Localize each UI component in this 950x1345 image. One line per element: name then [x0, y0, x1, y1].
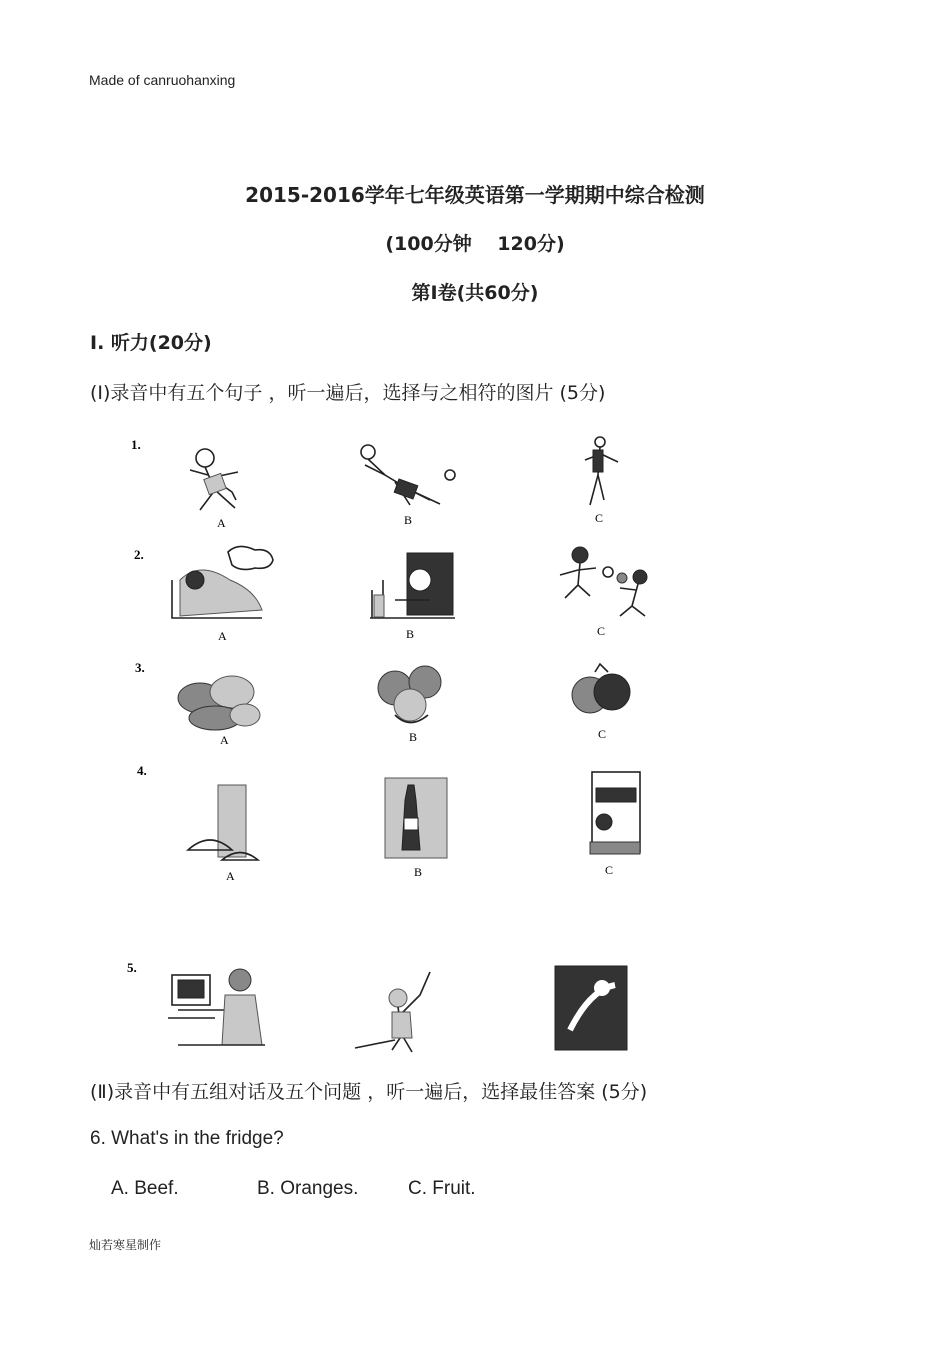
question-6: 6. What's in the fridge?: [90, 1128, 284, 1149]
question-number: 5.: [127, 960, 137, 975]
cleaning-image: [355, 972, 430, 1052]
water-bottle-image: [385, 778, 447, 858]
option-letter: A: [226, 869, 235, 883]
soccer-player-image: [361, 445, 455, 505]
picture-questions: [0, 420, 950, 1070]
drink-glass-image: [188, 785, 258, 860]
option-letter: B: [404, 513, 413, 527]
option-letter: A: [217, 516, 226, 530]
option-letter: A: [220, 733, 229, 747]
option-letter: C: [597, 624, 606, 638]
exam-time-score: (100分钟 120分): [385, 233, 565, 255]
basketball-image: [555, 966, 627, 1050]
kids-playing-ball-image: [560, 547, 647, 616]
part1-instruction: (Ⅰ)录音中有五个句子 ，听一遍后，选择与之相符的图片 (5分): [90, 382, 606, 404]
option-letter: B: [414, 865, 423, 879]
page-footer: 灿若寒星制作: [89, 1238, 162, 1252]
page-header: Made of canruohanxing: [89, 72, 236, 88]
potatoes-image: [178, 676, 260, 730]
student-desk-image: [370, 553, 455, 618]
volume-heading: 第Ⅰ卷(共60分): [411, 282, 539, 304]
option-letter: B: [409, 730, 418, 744]
exam-title: 2015-2016学年七年级英语第一学期期中综合检测: [245, 183, 705, 207]
part2-instruction: (Ⅱ)录音中有五组对话及五个问题 ，听一遍后，选择最佳答案 (5分): [90, 1081, 648, 1103]
option-letter: C: [598, 727, 607, 741]
option-letter: A: [218, 629, 227, 643]
tomatoes-image: [572, 664, 630, 713]
dancer-image: [585, 437, 618, 505]
sleeping-image: [172, 546, 273, 618]
apples-image: [378, 666, 441, 723]
question-number: 2.: [134, 547, 144, 562]
option-letter: B: [406, 627, 415, 641]
question-number: 1.: [131, 437, 141, 452]
q6-option-b: B. Oranges.: [257, 1178, 359, 1199]
milk-carton-image: [590, 772, 640, 854]
section-heading: Ⅰ. 听力(20分): [90, 332, 212, 354]
question-number: 4.: [137, 763, 147, 778]
computer-user-image: [168, 969, 265, 1045]
option-letter: C: [595, 511, 604, 525]
runner-image: [190, 449, 238, 510]
q6-option-a: A. Beef.: [111, 1178, 179, 1199]
q6-option-c: C. Fruit.: [408, 1178, 476, 1199]
question-number: 3.: [135, 660, 145, 675]
option-letter: C: [605, 863, 614, 877]
